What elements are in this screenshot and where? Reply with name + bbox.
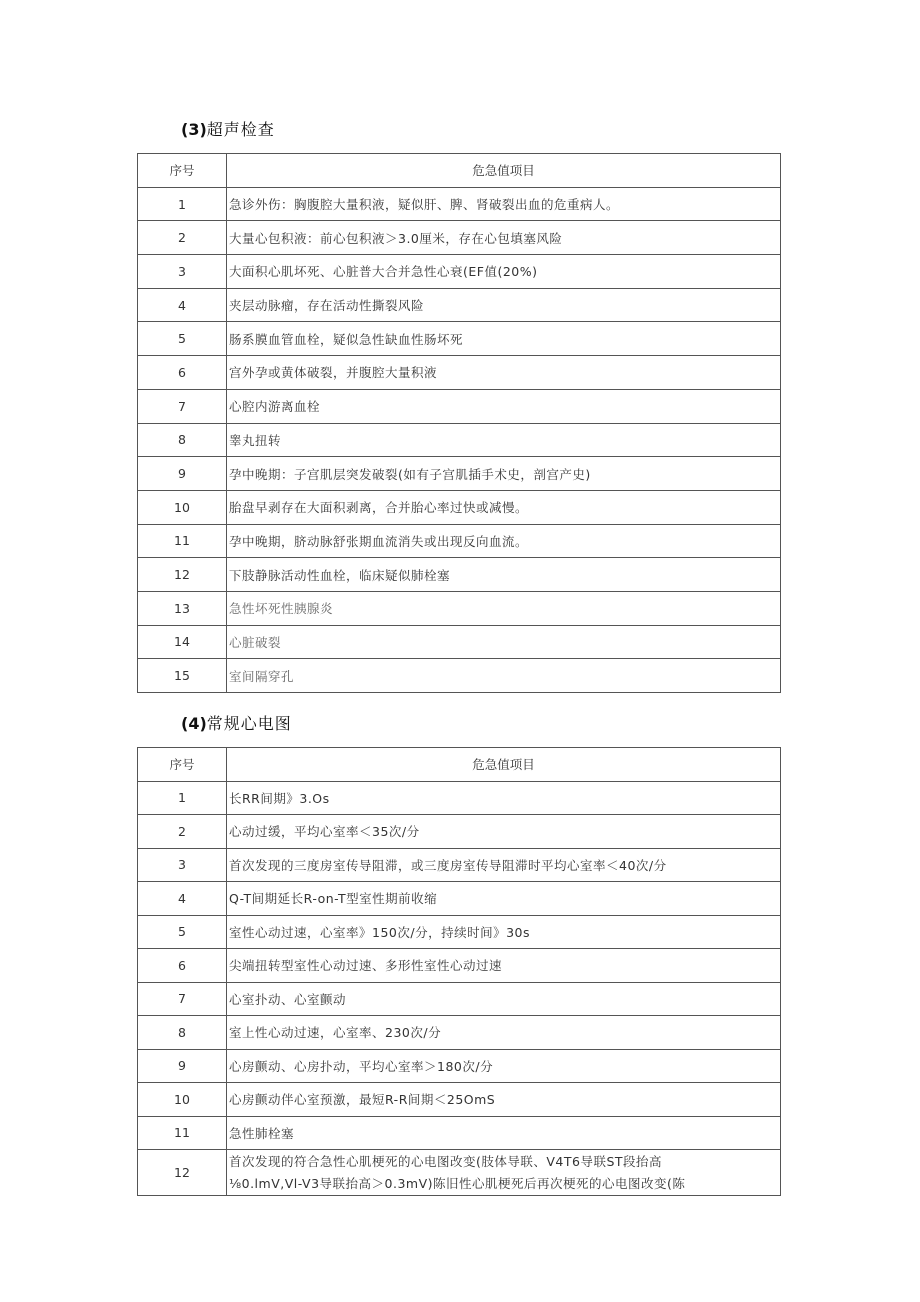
table-row xyxy=(138,558,781,592)
row-item: 孕中晚期，脐动脉舒张期血流消失或出现反向血流。 xyxy=(227,524,781,558)
row-number: 8 xyxy=(138,1016,227,1050)
table-row xyxy=(138,781,781,815)
row-number: 7 xyxy=(138,982,227,1016)
row-number: 2 xyxy=(138,815,227,849)
table-row xyxy=(138,591,781,625)
row-item: 夹层动脉瘤，存在活动性撕裂风险 xyxy=(227,288,781,322)
table-row xyxy=(138,187,781,221)
table-row xyxy=(138,1083,781,1117)
table-row xyxy=(138,221,781,255)
table-row xyxy=(138,1049,781,1083)
row-item: 心室扑动、心室颤动 xyxy=(227,982,781,1016)
table-row xyxy=(138,490,781,524)
row-item: 心房颤动伴心室预激，最短R-R间期＜25OmS xyxy=(227,1083,781,1117)
column-header-item: 危急值项目 xyxy=(227,154,781,188)
row-item: 尖端扭转型室性心动过速、多形性室性心动过速 xyxy=(227,949,781,983)
row-number: 1 xyxy=(138,187,227,221)
table-row xyxy=(138,356,781,390)
row-number: 2 xyxy=(138,221,227,255)
table-row xyxy=(138,949,781,983)
row-item-line-1: 首次发现的符合急性心肌梗死的心电图改变(肢体导联、V4T6导联ST段抬高 xyxy=(229,1153,663,1169)
table-row xyxy=(138,848,781,882)
row-item: 室间隔穿孔 xyxy=(227,659,781,693)
row-item: 胎盘早剥存在大面积剥离，合并胎心率过快或减慢。 xyxy=(227,490,781,524)
table-row xyxy=(138,322,781,356)
row-number: 13 xyxy=(138,591,227,625)
row-item: 孕中晚期：子宫肌层突发破裂(如有子宫肌插手术史，剖宫产史) xyxy=(227,457,781,491)
column-header-item: 危急值项目 xyxy=(227,748,781,782)
row-number: 8 xyxy=(138,423,227,457)
table-header-row xyxy=(138,748,781,782)
section-4-title: 常规心电图 xyxy=(206,714,292,733)
row-number: 4 xyxy=(138,288,227,322)
row-item: 心动过缓，平均心室率＜35次/分 xyxy=(227,815,781,849)
table-row xyxy=(138,457,781,491)
column-header-no: 序号 xyxy=(138,748,227,782)
row-number: 12 xyxy=(138,1150,227,1196)
row-item: 心腔内游离血栓 xyxy=(227,389,781,423)
row-item: 急性肺栓塞 xyxy=(227,1116,781,1150)
section-4-number: (4) xyxy=(181,714,207,733)
row-number: 9 xyxy=(138,457,227,491)
row-item: 心房颤动、心房扑动，平均心室率＞180次/分 xyxy=(227,1049,781,1083)
row-item: 宫外孕或黄体破裂，并腹腔大量积液 xyxy=(227,356,781,390)
row-item: 急性坏死性胰腺炎 xyxy=(227,591,781,625)
row-number: 10 xyxy=(138,490,227,524)
table-row xyxy=(138,659,781,693)
row-number: 14 xyxy=(138,625,227,659)
section-3-number: (3) xyxy=(181,120,207,139)
table-row xyxy=(138,915,781,949)
table-row xyxy=(138,255,781,289)
row-number: 1 xyxy=(138,781,227,815)
row-number: 11 xyxy=(138,1116,227,1150)
row-number: 15 xyxy=(138,659,227,693)
table-row xyxy=(138,1116,781,1150)
table-row xyxy=(138,524,781,558)
row-number: 11 xyxy=(138,524,227,558)
row-item: 大面积心肌坏死、心脏普大合并急性心衰(EF值(20%) xyxy=(227,255,781,289)
table-row xyxy=(138,288,781,322)
row-item: 长RR间期》3.Os xyxy=(227,781,781,815)
section-3-heading xyxy=(181,117,275,140)
table-row xyxy=(138,423,781,457)
ecg-critical-table xyxy=(137,747,781,1196)
row-item-line-2: ⅛0.lmV,Vl-V3导联抬高＞0.3mV)陈旧性心肌梗死后再次梗死的心电图改变(陈 xyxy=(229,1175,686,1191)
table-row xyxy=(138,1016,781,1050)
section-3-title: 超声检查 xyxy=(206,120,275,139)
table-row xyxy=(138,625,781,659)
row-number: 3 xyxy=(138,255,227,289)
table-row xyxy=(138,1150,781,1196)
table-row xyxy=(138,882,781,916)
row-number: 10 xyxy=(138,1083,227,1117)
table-row xyxy=(138,815,781,849)
row-number: 6 xyxy=(138,356,227,390)
section-4-heading xyxy=(181,711,292,734)
row-number: 7 xyxy=(138,389,227,423)
row-item: 室上性心动过速，心室率、230次/分 xyxy=(227,1016,781,1050)
row-item: 心脏破裂 xyxy=(227,625,781,659)
row-item: Q-T间期延长R-on-T型室性期前收缩 xyxy=(227,882,781,916)
row-number: 4 xyxy=(138,882,227,916)
row-item: 室性心动过速，心室率》150次/分，持续时间》30s xyxy=(227,915,781,949)
row-number: 3 xyxy=(138,848,227,882)
row-number: 5 xyxy=(138,322,227,356)
row-item: 睾丸扭转 xyxy=(227,423,781,457)
row-item xyxy=(227,1150,781,1196)
table-header-row xyxy=(138,154,781,188)
row-item: 大量心包积液：前心包积液＞3.0厘米，存在心包填塞风险 xyxy=(227,221,781,255)
column-header-no: 序号 xyxy=(138,154,227,188)
row-number: 5 xyxy=(138,915,227,949)
row-number: 6 xyxy=(138,949,227,983)
row-item: 急诊外伤：胸腹腔大量积液，疑似肝、脾、肾破裂出血的危重病人。 xyxy=(227,187,781,221)
ultrasound-critical-table xyxy=(137,153,781,693)
table-row xyxy=(138,982,781,1016)
row-number: 12 xyxy=(138,558,227,592)
table-row xyxy=(138,389,781,423)
row-item: 首次发现的三度房室传导阻滞，或三度房室传导阻滞时平均心室率＜40次/分 xyxy=(227,848,781,882)
row-item: 下肢静脉活动性血栓，临床疑似肺栓塞 xyxy=(227,558,781,592)
row-number: 9 xyxy=(138,1049,227,1083)
row-item: 肠系膜血管血栓，疑似急性缺血性肠坏死 xyxy=(227,322,781,356)
